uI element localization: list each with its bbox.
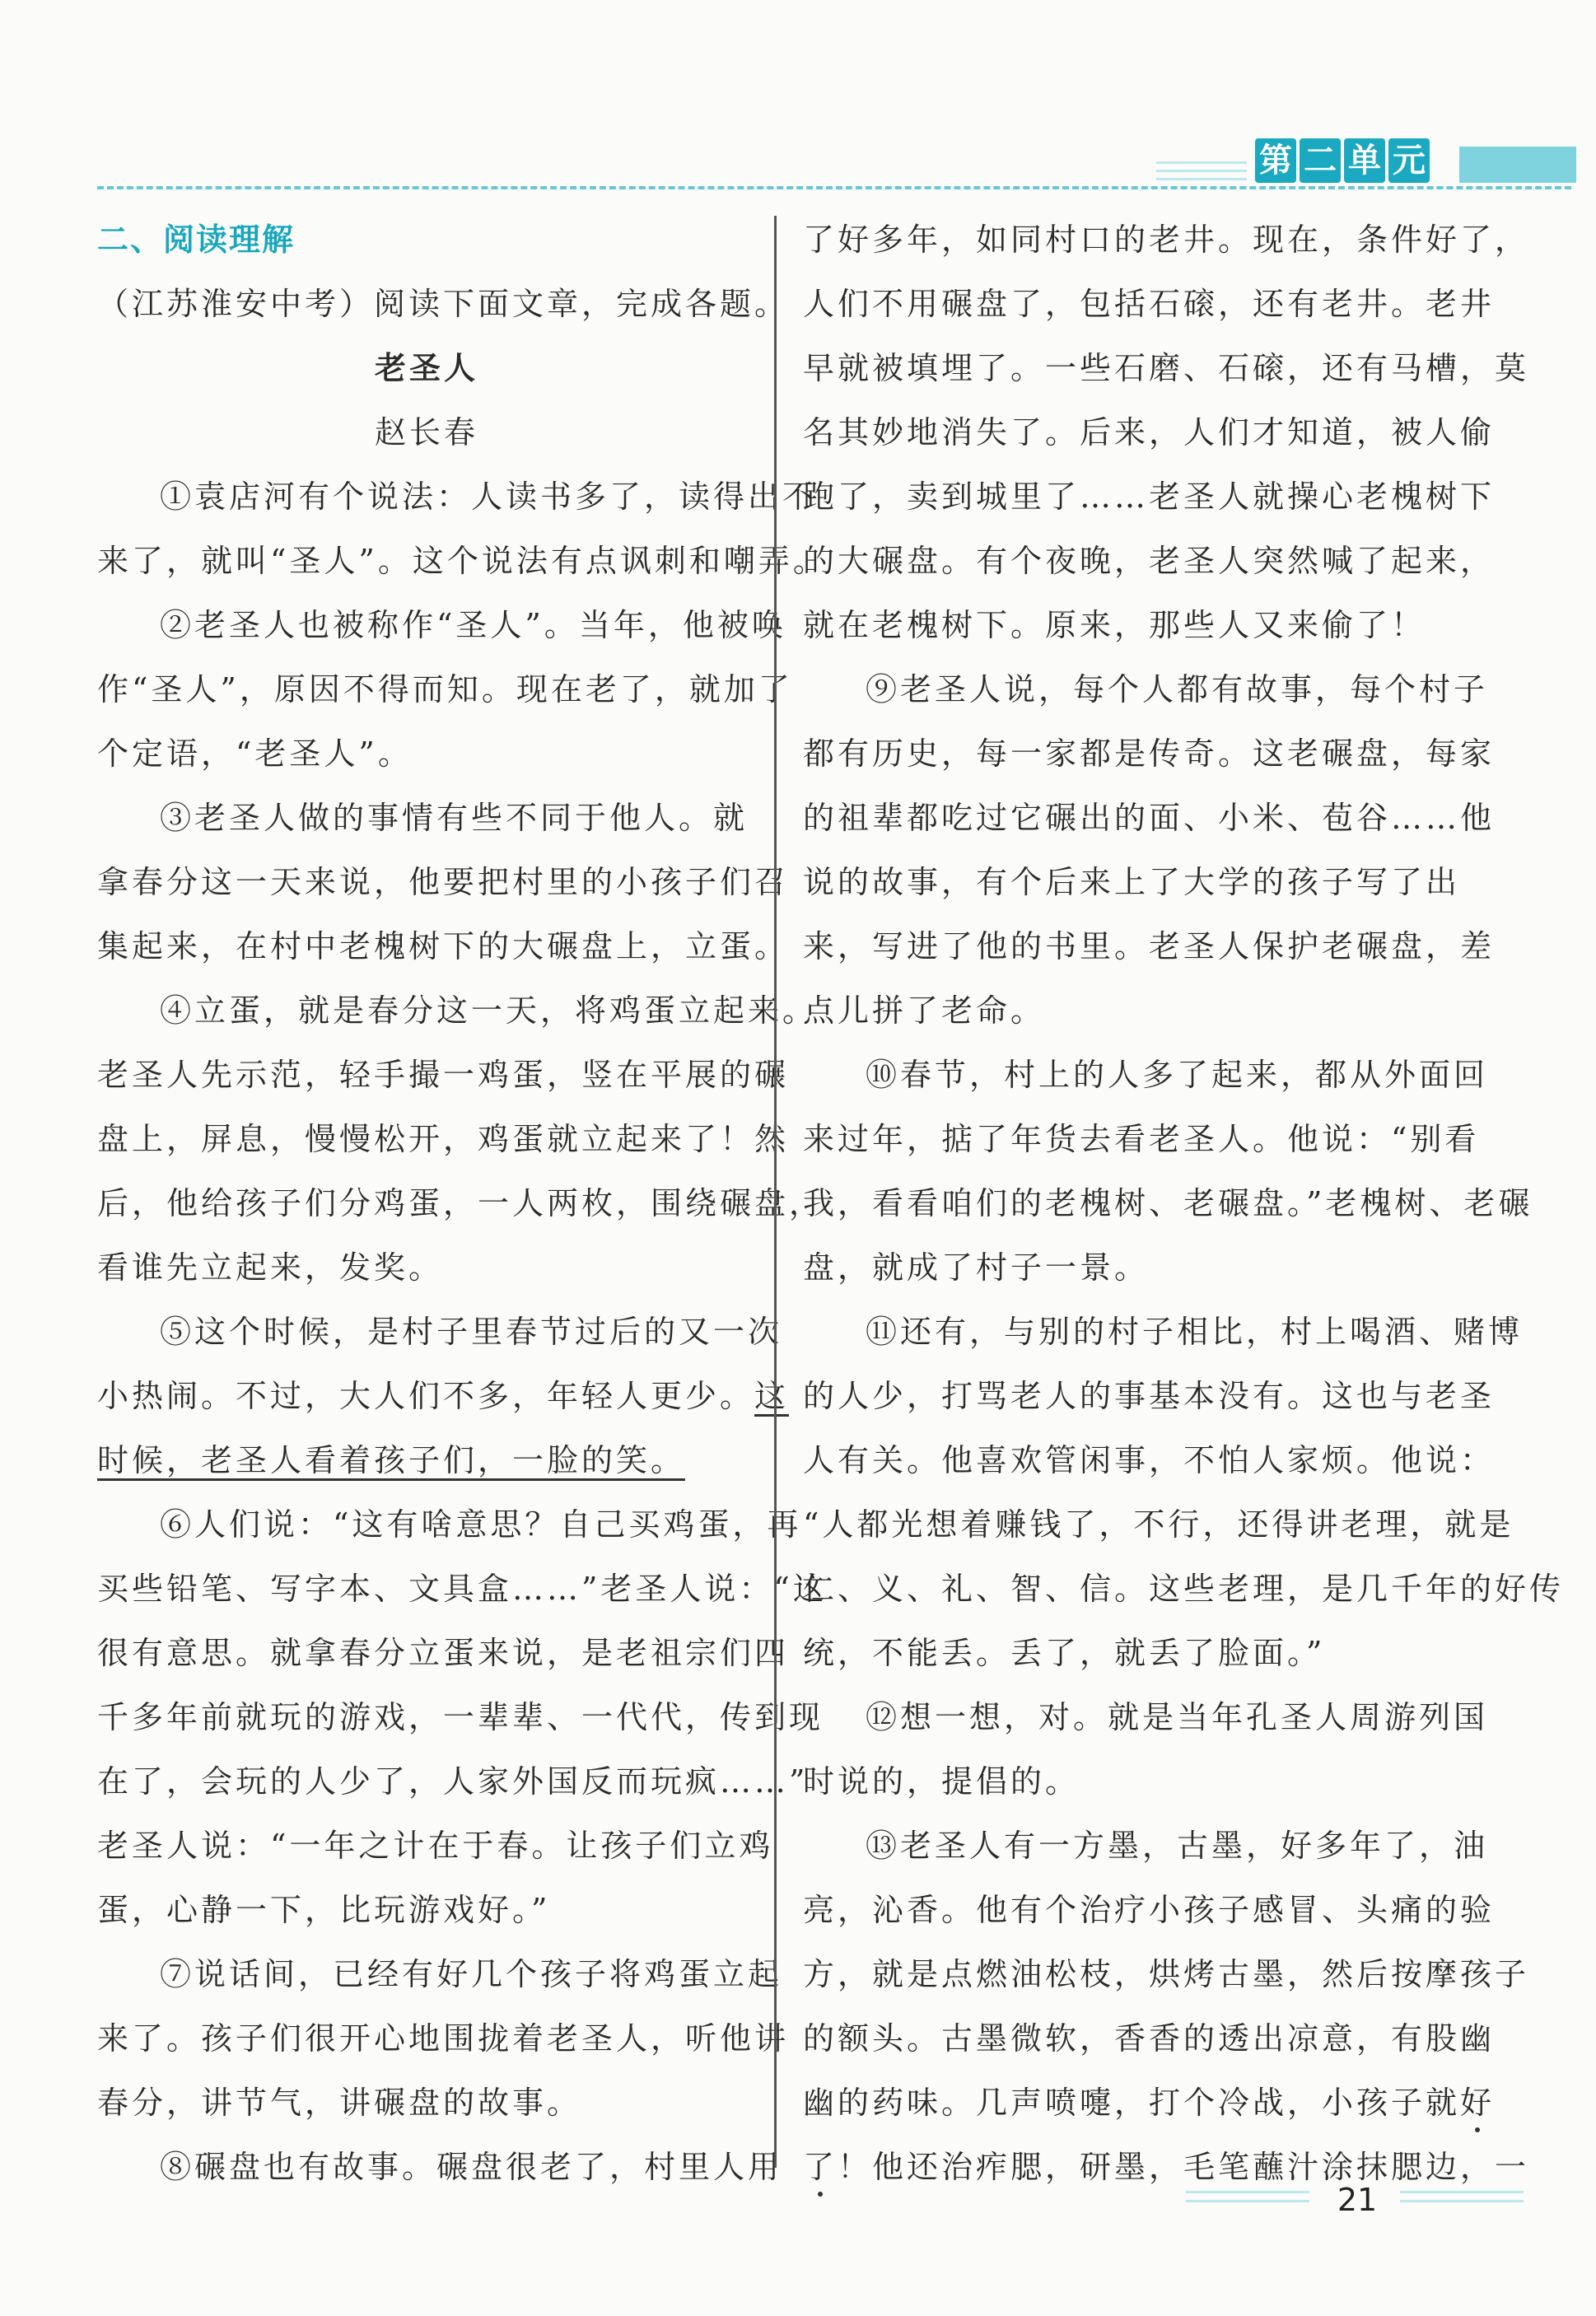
article-title: 老圣人 <box>374 350 478 386</box>
text-line: 来过年，掂了年货去看老圣人。他说：“别看 <box>803 1121 1480 1157</box>
text-line: ⑫想一想，对。就是当年孔圣人周游列国 <box>866 1699 1489 1735</box>
text-line: ⑧碾盘也有故事。碾盘很老了，村里人用 <box>160 2149 783 2185</box>
text-line: ⑥人们说：“这有啥意思？自己买鸡蛋，再 <box>160 1506 802 1543</box>
text-line <box>803 2071 1496 2135</box>
text-line: 的人少，打骂老人的事基本没有。这也与老圣 <box>803 1378 1496 1414</box>
text-line: ③老圣人做的事情有些不同于他人。就 <box>160 800 749 836</box>
text-segment: 小热闹。不过，大人们不多，年轻人更少。 <box>97 1378 755 1414</box>
text-line: 我，看看咱们的老槐树、老碾盘。”老槐树、老碾 <box>803 1185 1533 1221</box>
section-title: 二、阅读理解 <box>97 222 296 258</box>
header-dashed-rule <box>97 186 1571 189</box>
text-line: 来了，就叫“圣人”。这个说法有点讽刺和嘲弄。 <box>97 543 828 579</box>
text-line: ⑩春节，村上的人多了起来，都从外面回 <box>866 1057 1489 1093</box>
text-line <box>97 1364 790 1428</box>
text-line <box>97 1428 756 1492</box>
text-line: ⑬老圣人有一方墨，古墨，好多年了，油 <box>866 1828 1489 1864</box>
text-line: 的额头。古墨微软，香香的透出凉意，有股幽 <box>803 2020 1496 2057</box>
emphasis-dotted-char: 好 <box>1460 2085 1496 2121</box>
text-line: 了好多年，如同村口的老井。现在，条件好了， <box>803 222 1530 258</box>
text-line: 千多年前就玩的游戏，一辈辈、一代代，传到现 <box>97 1699 824 1735</box>
page-number: 21 <box>1337 2182 1378 2218</box>
text-line: 名其妙地消失了。后来，人们才知道，被人偷 <box>803 414 1496 451</box>
text-line: 说的故事，有个后来上了大学的孩子写了出 <box>803 864 1461 900</box>
right-column <box>803 208 1565 2199</box>
text-line: 作“圣人”，原因不得而知。现在老了，就加了 <box>97 671 793 707</box>
text-line: 的祖辈都吃过它碾出的面、小米、苞谷……他 <box>803 800 1496 836</box>
text-line: 早就被填埋了。一些石磨、石磙，还有马槽，莫 <box>803 350 1530 386</box>
text-line: 来，写进了他的书里。老圣人保护老碾盘，差 <box>803 928 1496 964</box>
footer-decoration-lines <box>1186 2191 1309 2209</box>
text-line: 盘，就成了村子一景。 <box>803 1249 1150 1286</box>
text-line: 的大碾盘。有个夜晚，老圣人突然喊了起来， <box>803 543 1496 579</box>
text-line: 点儿拼了老命。 <box>803 992 1046 1029</box>
text-line: 买些铅笔、写字本、文具盒……”老圣人说：“这 <box>97 1571 828 1607</box>
text-line: 蛋，心静一下，比玩游戏好。” <box>97 1892 551 1928</box>
text-line: 很有意思。就拿春分立蛋来说，是老祖宗们四 <box>97 1635 790 1671</box>
header-decoration-lines <box>1156 161 1247 186</box>
text-line: 盘上，屏息，慢慢松开，鸡蛋就立起来了！然 <box>97 1121 790 1157</box>
text-line: 春分，讲节气，讲碾盘的故事。 <box>97 2085 582 2121</box>
text-line: 仁、义、礼、智、信。这些老理，是几千年的好传 <box>803 1571 1565 1607</box>
text-line: “人都光想着赚钱了，不行，还得讲老理，就是 <box>803 1506 1514 1543</box>
text-line: 老圣人说：“一年之计在于春。让孩子们立鸡 <box>97 1828 774 1864</box>
article-author: 赵长春 <box>374 414 478 451</box>
text-line: 就在老槐树下。原来，那些人又来偷了！ <box>803 607 1426 643</box>
footer-decoration-lines <box>1400 2191 1524 2209</box>
text-line: ②老圣人也被称作“圣人”。当年，他被唤 <box>160 607 786 643</box>
text-line: ⑨老圣人说，每个人都有故事，每个村子 <box>866 671 1489 707</box>
text-line: 时说的，提倡的。 <box>803 1763 1080 1800</box>
text-line: 集起来，在村中老槐树下的大碾盘上，立蛋。 <box>97 928 790 964</box>
text-line: 人们不用碾盘了，包括石磙，还有老井。老井 <box>803 286 1496 322</box>
header-color-bar <box>1459 147 1576 183</box>
text-line: 后，他给孩子们分鸡蛋，一人两枚，围绕碾盘， <box>97 1185 824 1221</box>
page-footer <box>1186 2171 1532 2229</box>
text-line: ⑤这个时候，是村子里春节过后的又一次 <box>160 1314 783 1350</box>
text-line: 看谁先立起来，发奖。 <box>97 1249 444 1286</box>
text-line: 在了，会玩的人少了，人家外国反而玩疯……” <box>97 1763 809 1800</box>
text-line: 人有关。他喜欢管闲事，不怕人家烦。他说： <box>803 1442 1496 1478</box>
text-line: 亮，沁香。他有个治疗小孩子感冒、头痛的验 <box>803 1892 1496 1928</box>
text-segment: ！他还治痄腮，研墨，毛笔蘸汁涂抹腮边，一 <box>838 2149 1530 2185</box>
text-line: 拿春分这一天来说，他要把村里的小孩子们召 <box>97 864 790 900</box>
text-line: 老圣人先示范，轻手撮一鸡蛋，竖在平展的碾 <box>97 1057 790 1093</box>
text-line: ⑪还有，与别的村子相比，村上喝酒、赌博 <box>866 1314 1524 1350</box>
emphasis-dotted-char: 了 <box>803 2149 838 2185</box>
text-line: 个定语，“老圣人”。 <box>97 735 413 772</box>
text-line: 方，就是点燃油松枝，烘烤古墨，然后按摩孩子 <box>803 1956 1530 1992</box>
unit-badge-char: 单 <box>1344 138 1385 183</box>
underlined-sentence: 这 <box>754 1378 789 1417</box>
text-line: 都有历史，每一家都是传奇。这老碾盘，每家 <box>803 735 1496 772</box>
column-divider <box>774 216 777 2168</box>
unit-badge-char: 二 <box>1300 138 1341 183</box>
unit-badge <box>1255 138 1430 183</box>
left-column <box>97 208 828 2199</box>
text-line: ④立蛋，就是春分这一天，将鸡蛋立起来。 <box>160 992 818 1029</box>
unit-badge-char: 元 <box>1388 138 1430 183</box>
text-segment: 幽的药味。几声喷嚏，打个冷战，小孩子就 <box>803 2085 1461 2121</box>
text-line: ⑦说话间，已经有好几个孩子将鸡蛋立起 <box>160 1956 783 1992</box>
text-line: 统，不能丢。丢了，就丢了脸面。” <box>803 1635 1326 1671</box>
text-line: 跑了，卖到城里了……老圣人就操心老槐树下 <box>803 479 1496 515</box>
underlined-sentence: 时候，老圣人看着孩子们，一脸的笑。 <box>97 1442 685 1481</box>
text-line: 来了。孩子们很开心地围拢着老圣人，听他讲 <box>97 2020 790 2057</box>
page-header <box>0 0 1596 198</box>
text-line: ①袁店河有个说法：人读书多了，读得出不 <box>160 479 818 515</box>
instruction: （江苏淮安中考）阅读下面文章，完成各题。 <box>97 286 790 322</box>
unit-badge-char: 第 <box>1255 138 1296 183</box>
